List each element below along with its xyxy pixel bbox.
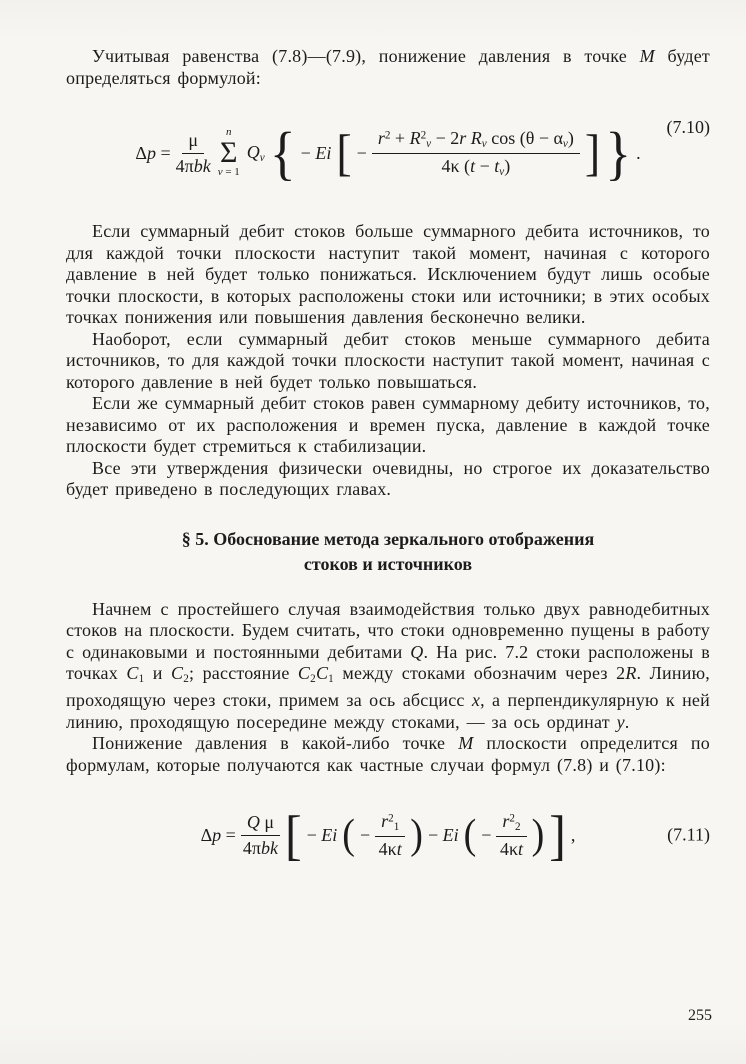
text-run: 4π — [175, 155, 194, 176]
text-run: r — [502, 811, 510, 832]
open-paren: ( — [463, 812, 477, 859]
text-run: μ — [259, 812, 274, 833]
text-run: − 2 — [431, 127, 460, 148]
text-run: C — [315, 663, 329, 683]
text-run: r — [377, 127, 385, 148]
text-run: Если же суммарный дебит стоков равен суммарному дебиту источников, то, независимо от их расположения и времен пуска, давление в каждой точке плоскости будет стремиться к стабилизации. — [66, 393, 710, 456]
text-run: Если суммарный дебит стоков больше суммарного дебита источников, то для каждой точки плоскости наступит такой момент, начиная с которого давление в ней будет только понижаться. Исключением будут лишь особые точки плоскости, в которых расположены стоки или источники; в этих особых точках понижения или повышения давления бесконечно велики. — [66, 221, 710, 327]
text-run: между стоками обозначим через 2 — [333, 663, 626, 683]
text-run: bk — [193, 155, 211, 176]
close-paren: ) — [531, 812, 545, 859]
open-paren: ( — [342, 812, 355, 859]
close-paren: ) — [410, 812, 423, 859]
equation-711 — [66, 794, 710, 876]
text-run: t — [396, 838, 402, 859]
text-run: μ — [188, 129, 198, 150]
fraction-numerator — [241, 812, 280, 836]
fraction-numerator — [372, 128, 580, 154]
fraction-numerator — [496, 811, 526, 837]
text-run: R — [409, 127, 421, 148]
text-run: y — [616, 711, 625, 732]
text-run: Q — [410, 641, 424, 662]
fraction-denominator — [176, 154, 211, 177]
open-bracket: [ — [336, 124, 352, 181]
minus-sign: − — [359, 824, 371, 845]
summation-lower-limit — [218, 167, 240, 179]
text-run: r — [381, 811, 389, 832]
text-run: R — [625, 663, 637, 683]
fraction-r2 — [496, 811, 526, 859]
text-run: Наоборот, если суммарный дебит стоков меньше суммарного дебита источников, то для каждой точки плоскости наступит такой момент, начиная с которого давление в ней будет только повышаться. — [66, 328, 710, 392]
text-run: Δ — [200, 824, 213, 845]
section-heading — [66, 527, 710, 577]
paragraph-sinks-less — [66, 329, 710, 394]
text-run: M — [458, 733, 474, 754]
text-run: и — [144, 663, 171, 683]
minus-sign: − — [356, 142, 367, 163]
eq-lhs — [135, 143, 170, 164]
fraction-denominator — [379, 837, 402, 860]
section-heading-line1: § 5. Обоснование метода зеркального отображения — [181, 528, 595, 549]
text-run: v — [217, 166, 223, 179]
open-brace: { — [269, 120, 296, 186]
text-run: Δ — [135, 142, 147, 163]
text-run: Ei — [321, 824, 338, 845]
fraction-numerator — [182, 130, 204, 154]
summation-symbol — [218, 127, 240, 179]
text-run: v — [259, 151, 265, 164]
text-run: = 1 — [222, 166, 240, 179]
text-run: = — [221, 824, 236, 845]
text-run: p — [212, 824, 222, 845]
open-bracket: [ — [284, 804, 302, 867]
equation-710-body — [135, 120, 641, 186]
equation-711-body — [200, 804, 576, 867]
text-run: C — [170, 663, 184, 683]
text-run: ) — [504, 155, 511, 176]
paragraph-statements — [66, 458, 710, 501]
exponential-integral-term — [428, 825, 459, 846]
text-run: t — [494, 155, 500, 176]
text-run: v — [499, 165, 505, 178]
text-run: n — [225, 126, 232, 139]
fraction-denominator — [500, 837, 523, 860]
eq-lhs — [201, 825, 236, 846]
text-run: R — [470, 127, 482, 148]
text-run: Учитывая равенства (7.8)—(7.9), понижение давления в точке — [92, 46, 640, 66]
close-bracket: ] — [549, 804, 566, 867]
text-run: C — [297, 663, 311, 683]
text-run: 4π — [242, 837, 261, 858]
fraction-denominator — [243, 836, 278, 859]
text-run: − — [300, 142, 316, 163]
text-run: − — [475, 155, 495, 176]
fraction-main — [372, 128, 580, 178]
comma: , — [570, 824, 576, 845]
text-run: = — [155, 142, 171, 163]
text-run: , а перпендикулярную к ней линию, проходящую посередине между стоками, — за ось ординат — [66, 690, 710, 732]
text-run: 1 — [328, 672, 334, 685]
text-run: 2 — [420, 129, 427, 142]
text-run: Ei — [315, 142, 332, 163]
equation-number-711: (7.11) — [667, 824, 710, 845]
paragraph-pressure-drop — [66, 733, 710, 776]
exponential-integral-term — [301, 143, 332, 164]
minus-sign: − — [481, 824, 492, 845]
paragraph-intro-formula — [66, 46, 710, 89]
text-run: плоскости определится по формулам, которые получаются как частные случаи формул (7.8) и (7.10): — [66, 733, 710, 775]
text-run: C — [126, 663, 139, 683]
text-run: 1 — [393, 820, 400, 833]
text-run: v — [426, 137, 432, 150]
text-run: 4κ ( — [441, 155, 471, 176]
text-run: Понижение давления в какой-либо точке — [92, 733, 459, 754]
text-run: 2 — [388, 812, 394, 825]
close-bracket: ] — [584, 124, 601, 181]
text-run: t — [470, 155, 476, 176]
text-run: 2 — [384, 129, 391, 142]
page-number: 255 — [688, 1006, 712, 1024]
fraction-numerator — [375, 811, 405, 837]
text-run: . Линию, проходящую через стоки, примем за ось абсцисс — [66, 663, 710, 711]
paragraph-sinks-greater — [66, 221, 710, 329]
text-run: Ei — [442, 824, 459, 845]
text-run: Q — [246, 141, 260, 162]
equation-number-710: (7.10) — [666, 117, 710, 137]
text-run: 4κ — [378, 838, 397, 859]
fraction-coefficient — [241, 812, 280, 858]
text-run: x — [471, 690, 481, 711]
text-run: + — [390, 127, 410, 148]
text-run: ) — [567, 127, 574, 148]
text-run: 2 — [310, 672, 316, 685]
text-run: 2 — [515, 820, 521, 833]
sigma-icon: Σ — [220, 135, 238, 169]
text-run: v — [562, 137, 568, 150]
fraction-denominator — [441, 154, 510, 179]
text-run: ; расстояние — [189, 663, 298, 683]
paragraph-mirror-method — [66, 599, 710, 734]
text-run: 2 — [509, 812, 515, 825]
equation-710 — [66, 105, 710, 201]
close-brace: } — [605, 120, 632, 186]
text-run: 1 — [138, 672, 145, 685]
period: . — [636, 142, 641, 163]
text-run: 2 — [183, 672, 189, 685]
fraction-coefficient — [176, 130, 211, 176]
fraction-r1 — [375, 811, 405, 859]
text-run: cos (θ − α — [486, 127, 563, 148]
text-run: − — [306, 824, 322, 845]
text-run: M — [639, 46, 655, 66]
paragraph-sinks-equal — [66, 393, 710, 458]
text-run: r — [459, 127, 467, 148]
section-heading-line2: стоков и источников — [303, 553, 473, 574]
text-run: Все эти утверждения физически очевидны, но строгое их доказательство будет приведено в последующих главах. — [66, 457, 710, 499]
exponential-integral-term — [307, 825, 338, 846]
text-run: Начнем с простейшего случая взаимодействия только двух равнодебитных стоков на плоскости. Будем считать, что стоки одновременно пущены в работу с одинаковыми и постоянными дебитами — [66, 598, 710, 662]
text-run: . На рис. 7.2 стоки расположены в точках — [66, 641, 711, 683]
text-run: v — [481, 137, 487, 150]
text-run: t — [518, 838, 524, 859]
text-run: будет определяться формулой: — [66, 46, 710, 88]
flow-rate-term — [247, 142, 265, 165]
text-run: p — [146, 142, 156, 163]
text-run: . — [624, 711, 630, 732]
text-run: Q — [246, 812, 260, 833]
text-run: − — [427, 824, 443, 845]
text-run: bk — [260, 837, 278, 858]
text-run: 4κ — [499, 838, 519, 859]
